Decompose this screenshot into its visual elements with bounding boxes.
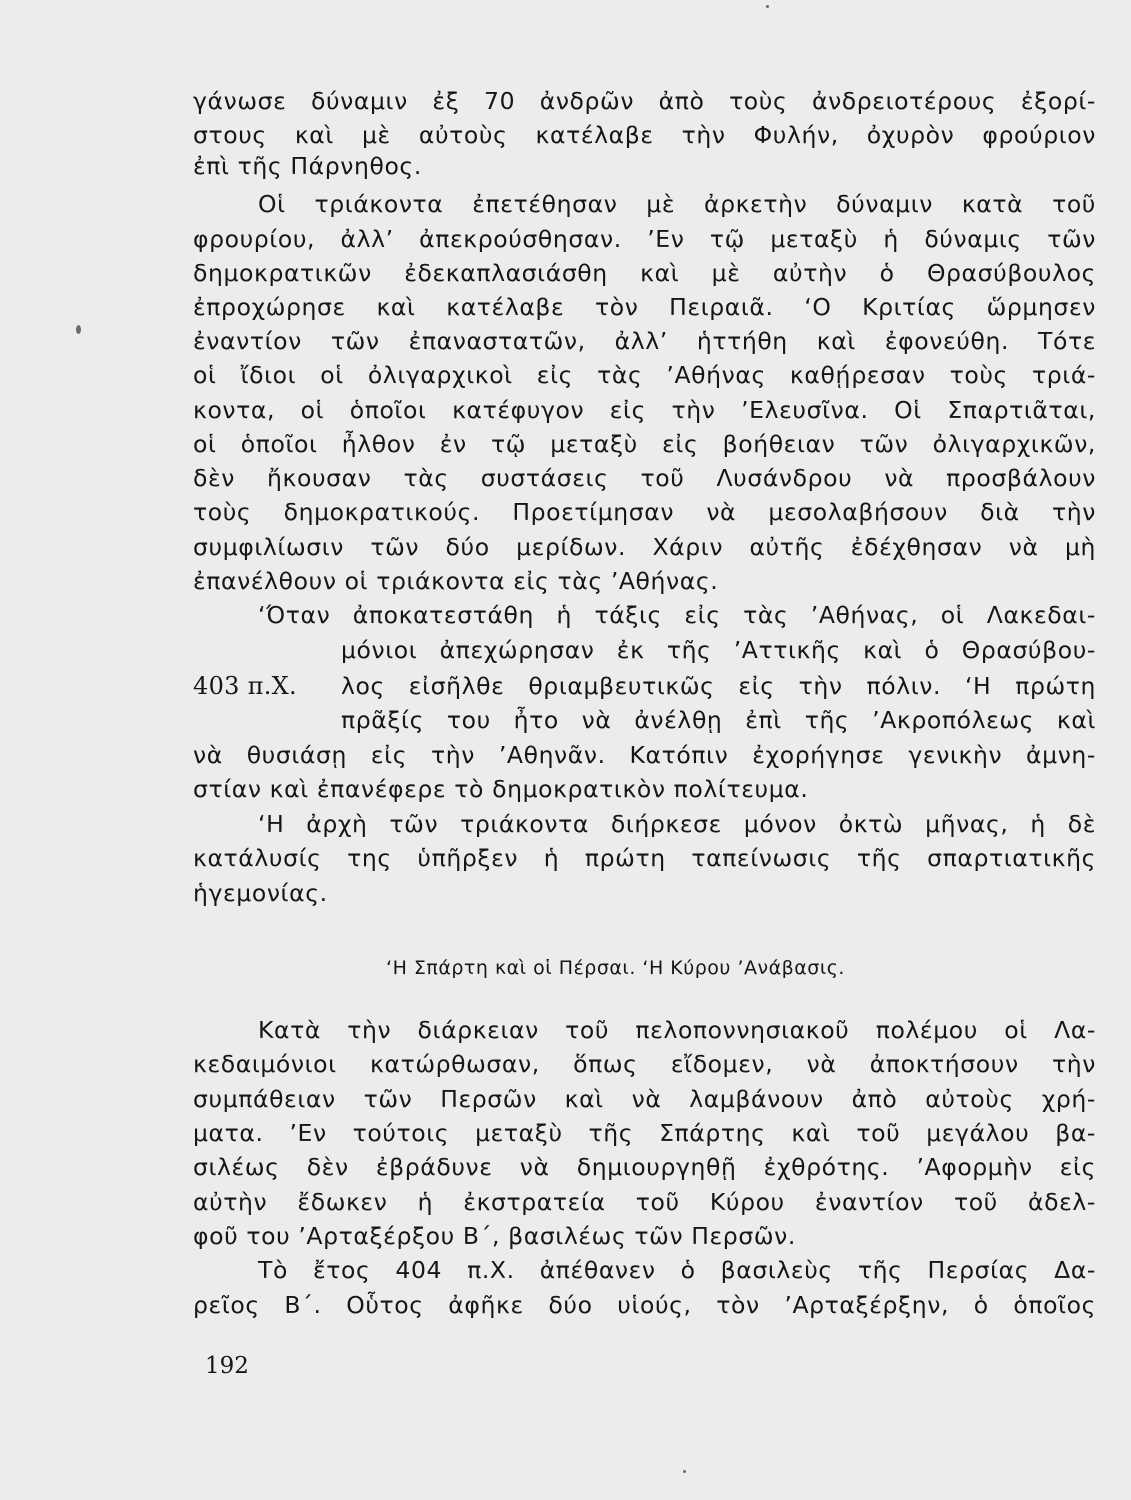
text-line: δημοκρατικῶν ἐδεκαπλασιάσθη καὶ μὲ αὐτὴν ὁ Θρασύβουλος — [193, 259, 1096, 287]
paragraph-first-line: Κατὰ τὴν διάρκειαν τοῦ πελοποννησιακοῦ πολέμου οἱ Λα- — [258, 1016, 1096, 1044]
text-line: ἐπροχώρησε καὶ κατέλαβε τὸν Πειραιᾶ. ‘Ο Κριτίας ὥρμησεν — [193, 293, 1096, 321]
text-line: ἡγεμονίας. — [193, 879, 328, 907]
text-line: κοντα, οἱ ὁποῖοι κατέφυγον εἰς τὴν ’Ελευσῖνα. Οἱ Σπαρτιᾶται, — [193, 396, 1096, 424]
text-line: ρεῖος Β΄. Οὗτος ἀφῆκε δύο υἱούς, τὸν ’Αρταξέρξην, ὁ ὁποῖος — [193, 1291, 1096, 1319]
text-line: κεδαιμόνιοι κατώρθωσαν, ὅπως εἴδομεν, νὰ ἀποκτήσουν τὴν — [193, 1050, 1096, 1078]
text-line: ματα. ’Εν τούτοις μεταξὺ τῆς Σπάρτης καὶ τοῦ μεγάλου βα- — [193, 1119, 1096, 1147]
text-line: φρουρίου, ἀλλ’ ἀπεκρούσθησαν. ’Εν τῷ μεταξὺ ἡ δύναμις τῶν — [193, 225, 1096, 253]
text-line: οἱ ἴδιοι οἱ ὀλιγαρχικοὶ εἰς τὰς ’Αθήνας καθῄρεσαν τοὺς τριά- — [193, 361, 1096, 389]
text-line: στίαν καὶ ἐπανέφερε τὸ δημοκρατικὸν πολίτευμα. — [193, 775, 809, 803]
page-number: 192 — [205, 1353, 249, 1379]
text-line: φοῦ του ’Αρταξέρξου Β΄, βασιλέως τῶν Περσῶν. — [193, 1222, 796, 1250]
text-line: ἐναντίον τῶν ἐπαναστατῶν, ἀλλ’ ἡττήθη καὶ ἐφονεύθη. Τότε — [193, 327, 1096, 355]
text-line: στους καὶ μὲ αὐτοὺς κατέλαβε τὴν Φυλήν, ὀχυρὸν φρούριον — [193, 121, 1096, 149]
text-line: μόνιοι ἀπεχώρησαν ἐκ τῆς ’Αττικῆς καὶ ὁ Θρασύβου- — [341, 636, 1096, 664]
text-line: γάνωσε δύναμιν ἐξ 70 ἀνδρῶν ἀπὸ τοὺς ἀνδρειοτέρους ἐξορί- — [193, 87, 1096, 115]
text-line: λος εἰσῆλθε θριαμβευτικῶς εἰς τὴν πόλιν. ‘Η πρώτη — [341, 672, 1096, 700]
text-line: αὐτὴν ἔδωκεν ἡ ἐκστρατεία τοῦ Κύρου ἐναντίον τοῦ ἀδελ- — [193, 1188, 1096, 1216]
paragraph-first-line: Οἱ τριάκοντα ἐπετέθησαν μὲ ἀρκετὴν δύναμιν κατὰ τοῦ — [258, 190, 1096, 218]
text-line: σιλέως δὲν ἐβράδυνε νὰ δημιουργηθῇ ἐχθρότης. ’Αφορμὴν εἰς — [193, 1153, 1096, 1181]
text-line: ἐπανέλθουν οἱ τριάκοντα εἰς τὰς ’Αθήνας. — [193, 567, 719, 595]
scan-speck — [76, 325, 81, 334]
text-line: ἐπὶ τῆς Πάρνηθος. — [193, 152, 422, 180]
text-line: τοὺς δημοκρατικούς. Προετίμησαν νὰ μεσολαβήσουν διὰ τὴν — [193, 498, 1096, 526]
text-line: συμπάθειαν τῶν Περσῶν καὶ νὰ λαμβάνουν ἀπὸ αὐτοὺς χρή- — [193, 1085, 1096, 1113]
text-line: δὲν ἤκουσαν τὰς συστάσεις τοῦ Λυσάνδρου νὰ προσβάλουν — [193, 464, 1096, 492]
paragraph-first-line: ‘Η ἀρχὴ τῶν τριάκοντα διήρκεσε μόνον ὀκτὼ μῆνας, ἡ δὲ — [258, 810, 1096, 838]
text-line: νὰ θυσιάσῃ εἰς τὴν ’Αθηνᾶν. Κατόπιν ἐχορήγησε γενικὴν ἀμνη- — [193, 741, 1096, 769]
paragraph-first-line: ‘Όταν ἀποκατεστάθη ἡ τάξις εἰς τὰς ’Αθήνας, οἱ Λακεδαι- — [258, 601, 1096, 629]
text-line: οἱ ὁποῖοι ἦλθον ἐν τῷ μεταξὺ εἰς βοήθειαν τῶν ὀλιγαρχικῶν, — [193, 430, 1096, 458]
text-line: συμφιλίωσιν τῶν δύο μερίδων. Χάριν αὐτῆς ἐδέχθησαν νὰ μὴ — [193, 533, 1096, 561]
section-heading: ‘Η Σπάρτη καὶ οἱ Πέρσαι. ‘Η Κύρου ’Ανάβασις. — [386, 957, 845, 979]
margin-date-note: 403 π.Χ. — [193, 672, 297, 700]
paragraph-first-line: Τὸ ἔτος 404 π.Χ. ἀπέθανεν ὁ βασιλεὺς τῆς Περσίας Δα- — [258, 1256, 1096, 1284]
text-line: κατάλυσίς της ὑπῆρξεν ἡ πρώτη ταπείνωσις τῆς σπαρτιατικῆς — [193, 844, 1096, 872]
scan-speck — [683, 1470, 686, 1473]
scan-speck — [766, 5, 769, 8]
text-line: πρᾶξίς του ἦτο νὰ ἀνέλθῃ ἐπὶ τῆς ’Ακροπόλεως καὶ — [341, 706, 1096, 734]
